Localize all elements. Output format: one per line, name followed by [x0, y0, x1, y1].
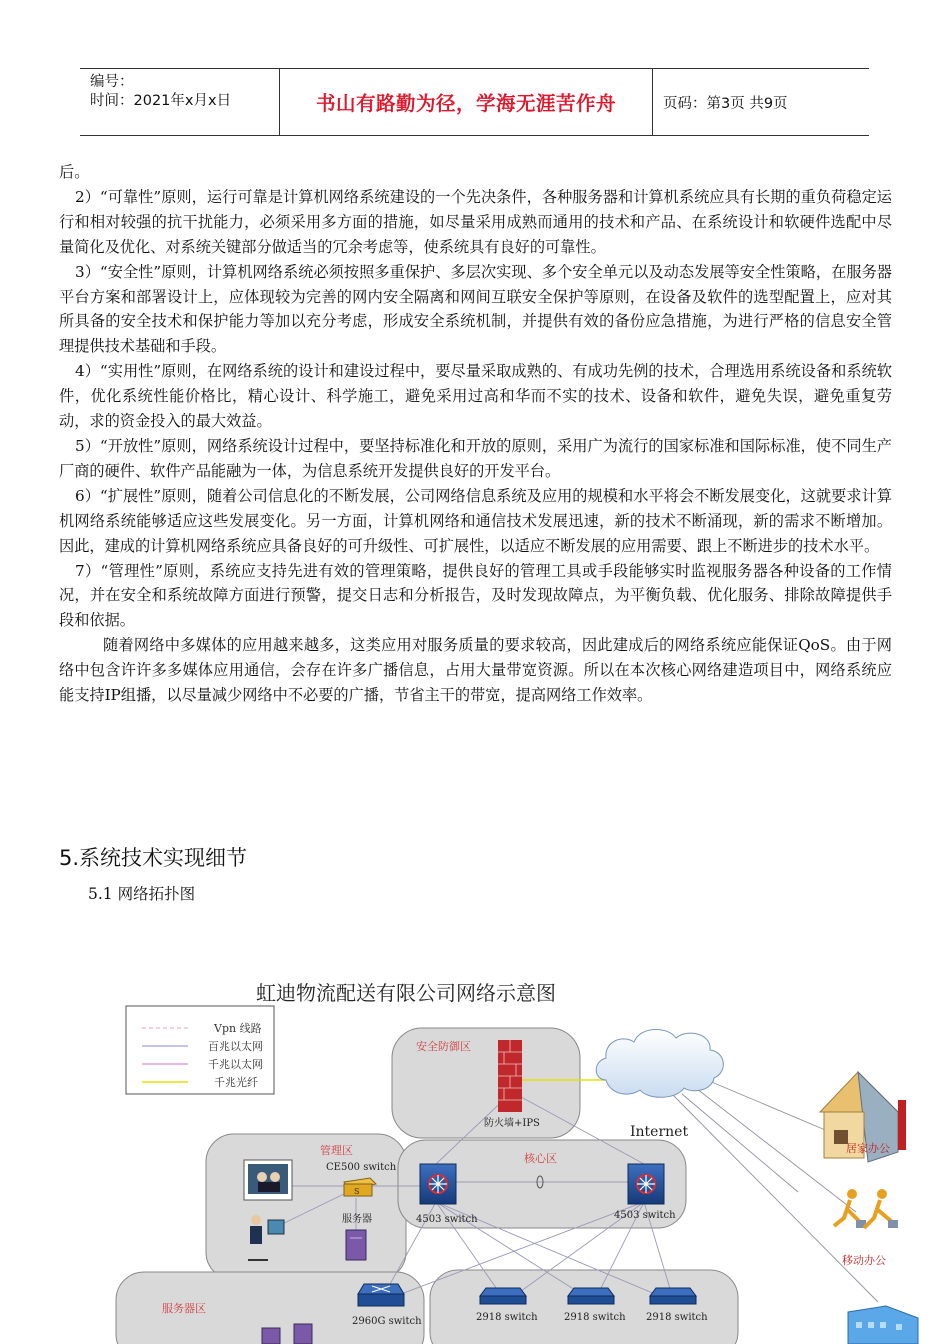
core-switch-right-icon: [628, 1164, 664, 1204]
zone-label: 服务器区: [162, 1302, 206, 1315]
mgmt-server-icon: [346, 1230, 366, 1260]
paragraph: 5）“开放性”原则，网络系统设计过程中，要坚持标准化和开放的原则，采用广为流行的国家标准和国际标准，使不同生产厂商的硬件、软件产品能融为一体，为信息系统开发提供良好的开发平台。: [59, 436, 892, 480]
paragraph: 随着网络中多媒体的应用越来越多，这类应用对服务质量的要求较高，因此建成后的网络系统应能保证QoS。由于网络中包含许许多多媒体应用通信，会存在许多广播信息，占用大量带宽资源。所以在本次核心网络建造项目中，网络系统应能支持IP组播，以尽量减少网络中不必要的广播，节省主干的带宽，提高网络工作效率。: [59, 636, 892, 705]
legend-label: 百兆以太网: [208, 1040, 263, 1053]
paragraph: 4）“实用性”原则，在网络系统的设计和建设过程中，要尽量采取成熟的、有成功先例的技术，合理选用系统设备和系统软件，优化系统性能价格比，精心设计、科学施工，避免采用过高和华而不实的技术、设备和软件，避免失误，避免重复劳动，求的资金投入的最大效益。: [59, 362, 892, 431]
legend-label: Vpn 线路: [214, 1022, 262, 1035]
switch-2960-icon: [358, 1284, 404, 1306]
zone-label: 管理区: [320, 1144, 353, 1157]
diagram-title: 虹迪物流配送有限公司网络示意图: [256, 981, 556, 1005]
zone-management: [206, 1134, 406, 1280]
paragraph: 6）“扩展性”原则，随着公司信息化的不断发展，公司网络信息系统及应用的规模和水平将会不断发展变化，这就要求计算机网络系统能够适应这些发展变化。另一方面，计算机网络和通信技术发展迅速，新的技术不断涌现，新的需求不断增加。因此，建成的计算机网络系统应具备良好的可升级性、可扩展性，以适应不断发展的应用需要、跟上不断进步的技术水平。: [59, 486, 892, 555]
core-switch-label: 4503 switch: [416, 1214, 478, 1225]
firewall-label: 防火墙+IPS: [484, 1118, 540, 1129]
switch-2918-c-icon: [650, 1288, 696, 1304]
zone-label: 核心区: [524, 1152, 557, 1165]
paragraph: 7）“管理性”原则，系统应支持先进有效的管理策略，提供良好的管理工具或手段能够实时监视服务器各种设备的工作情况，并在安全和系统故障方面进行预警，提交日志和分析报告，及时发现故障点，为平衡负载、优化服务、排除故障提供手段和依据。: [59, 561, 892, 630]
mobile-office-label: 移动办公: [842, 1254, 886, 1267]
header-meta: [80, 69, 280, 135]
mgmt-server-label: 服务器: [342, 1214, 372, 1225]
page-header: [80, 68, 869, 136]
switch-2960-label: 2960G switch: [352, 1316, 422, 1327]
switch-2918-label: 2918 switch: [564, 1312, 626, 1323]
section-heading: 5.系统技术实现细节: [59, 846, 248, 870]
body-text: [59, 160, 892, 708]
switch-2918-b-icon: [568, 1288, 614, 1304]
switch-2918-a-icon: [480, 1288, 526, 1304]
network-diagram: [108, 972, 950, 1344]
paragraph: 后。: [59, 163, 90, 181]
legend-label: 千兆光纤: [214, 1076, 258, 1089]
branch-building-icon: [848, 1306, 918, 1344]
paragraph: 3）“安全性”原则，计算机网络系统必须按照多重保护、多层次实现、多个安全单元以及动态发展等安全性策略，在服务器平台方案和部署设计上，应体现较为完善的网内安全隔离和网间互联安全保护等原则，在设备及软件的选型配置上，应对其所具备的安全技术和保护能力等加以充分考虑，形成安全系统机制，并提供有效的备份应急措施，为进行严格的信息安全管理提供技术基础和手段。: [59, 262, 892, 356]
home-office-label: 居家办公: [846, 1142, 890, 1155]
zone-label: 安全防御区: [416, 1040, 471, 1053]
mobile-office-icon: [834, 1189, 898, 1228]
legend-label: 千兆以太网: [208, 1058, 263, 1071]
header-motto: 书山有路勤为径，学海无涯苦作舟: [280, 69, 653, 135]
core-switch-left-icon: [420, 1164, 456, 1204]
switch-2918-label: 2918 switch: [476, 1312, 538, 1323]
header-page-info: 页码：第3页 共9页: [663, 95, 788, 112]
switch-2918-label: 2918 switch: [646, 1312, 708, 1323]
firewall-icon: [498, 1040, 522, 1112]
zone-access: [430, 1270, 738, 1344]
core-switch-label: 4503 switch: [614, 1210, 676, 1221]
time-label: 时间：2021年x月x日: [90, 93, 232, 109]
internet-cloud-icon: [596, 1029, 723, 1097]
legend: [126, 1006, 274, 1094]
monitor-station-icon: [244, 1160, 292, 1200]
paragraph: 2）“可靠性”原则，运行可靠是计算机网络系统建设的一个先决条件，各种服务器和计算机系统应具有长期的重负荷稳定运行和相对较强的抗干扰能力，必须采用多方面的措施，如尽量采用成熟而通用的技术和产品、在系统设计和软硬件选配中尽量简化及优化、对系统关键部分做适当的冗余考虑等，使系统具有良好的可靠性。: [59, 187, 892, 256]
subsection-heading: 5.1 网络拓扑图: [88, 885, 196, 903]
ce500-label: CE500 switch: [326, 1162, 397, 1173]
svg-text:S: S: [354, 1187, 360, 1196]
internet-label: Internet: [630, 1124, 689, 1140]
number-label: 编号：: [90, 74, 134, 90]
